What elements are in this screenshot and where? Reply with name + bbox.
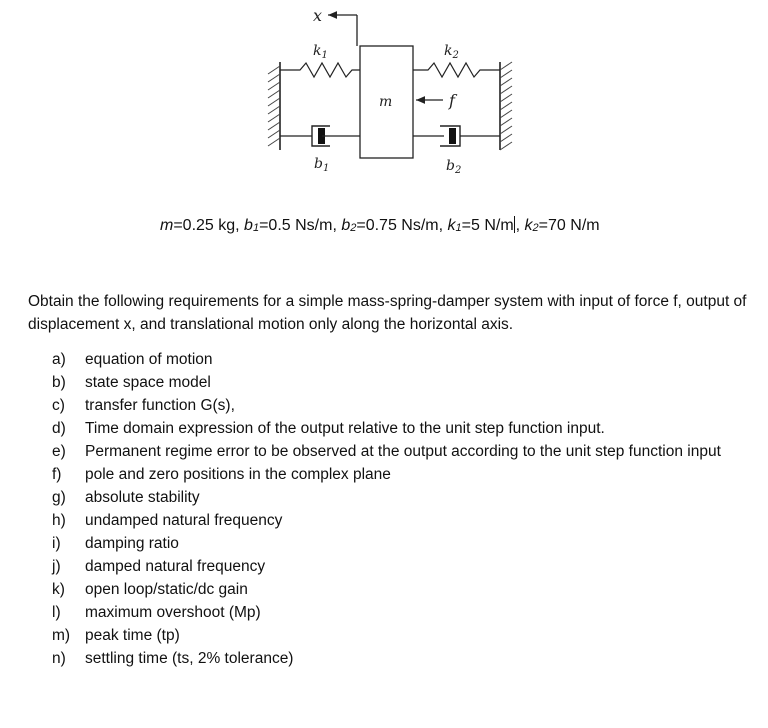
parameter-values bbox=[160, 216, 600, 235]
list-item bbox=[52, 417, 755, 440]
damper-left bbox=[280, 126, 360, 146]
list-item bbox=[52, 440, 755, 463]
list-item-text: open loop/static/dc gain bbox=[85, 581, 248, 598]
list-item-text: state space model bbox=[85, 374, 211, 391]
list-item-text: damped natural frequency bbox=[85, 558, 266, 575]
mass-spring-damper-diagram bbox=[0, 0, 768, 200]
spring-left bbox=[280, 63, 360, 77]
spring-right bbox=[413, 63, 500, 77]
output-label: x bbox=[313, 6, 323, 25]
list-item-text: Permanent regime error to be observed at the output according to the unit step function input bbox=[85, 443, 721, 460]
param-b1: b1=0.5 Ns/m, bbox=[244, 217, 342, 234]
list-item bbox=[52, 371, 755, 394]
list-marker: m) bbox=[52, 627, 71, 644]
list-item bbox=[52, 647, 755, 670]
damper-left-label: $b_1$ bbox=[314, 156, 330, 174]
list-marker: j) bbox=[52, 558, 61, 575]
list-item bbox=[52, 601, 755, 624]
list-item-text: undamped natural frequency bbox=[85, 512, 283, 529]
list-item-text: pole and zero positions in the complex plane bbox=[85, 466, 391, 483]
list-item bbox=[52, 486, 755, 509]
list-item bbox=[52, 348, 755, 371]
list-marker: k) bbox=[52, 581, 65, 598]
requirements-list bbox=[52, 348, 755, 670]
list-item-text: absolute stability bbox=[85, 489, 200, 506]
list-item bbox=[52, 624, 755, 647]
list-marker: n) bbox=[52, 650, 66, 667]
list-marker: e) bbox=[52, 443, 66, 460]
list-item bbox=[52, 509, 755, 532]
list-marker: l) bbox=[52, 604, 61, 621]
list-item-text: transfer function G(s), bbox=[85, 397, 235, 414]
list-marker: c) bbox=[52, 397, 65, 414]
param-mass: m=0.25 kg, bbox=[160, 217, 245, 234]
list-item-text: damping ratio bbox=[85, 535, 179, 552]
list-item-text: settling time (ts, 2% tolerance) bbox=[85, 650, 294, 667]
list-marker: a) bbox=[52, 351, 66, 368]
param-k1: k1=5 N/m bbox=[447, 217, 514, 234]
list-item-text: Time domain expression of the output relative to the unit step function input. bbox=[85, 420, 605, 437]
list-marker: b) bbox=[52, 374, 66, 391]
left-wall bbox=[268, 62, 280, 150]
list-marker: f) bbox=[52, 466, 62, 483]
list-item bbox=[52, 394, 755, 417]
list-marker: h) bbox=[52, 512, 66, 529]
list-marker: i) bbox=[52, 535, 61, 552]
mass-label: m bbox=[379, 94, 393, 110]
param-separator: , bbox=[515, 217, 525, 234]
output-displacement-arrow bbox=[328, 15, 357, 46]
text-cursor bbox=[514, 216, 515, 233]
list-item bbox=[52, 555, 755, 578]
spring-left-label: $k_1$ bbox=[313, 43, 328, 61]
problem-intro: Obtain the following requirements for a simple mass-spring-damper system with input of force f, output of displacement x, and translational motion only along the horizontal axis. bbox=[28, 293, 747, 333]
list-marker: d) bbox=[52, 420, 66, 437]
force-label: f bbox=[449, 91, 455, 110]
list-item-text: peak time (tp) bbox=[85, 627, 180, 644]
right-wall bbox=[500, 62, 512, 150]
list-marker: g) bbox=[52, 489, 66, 506]
damper-right bbox=[413, 126, 500, 146]
list-item-text: maximum overshoot (Mp) bbox=[85, 604, 261, 621]
list-item-text: equation of motion bbox=[85, 351, 213, 368]
list-item bbox=[52, 463, 755, 486]
list-item bbox=[52, 578, 755, 601]
damper-right-label: $b_2$ bbox=[446, 158, 462, 176]
param-k2: k2=70 N/m bbox=[524, 217, 600, 234]
spring-right-label: $k_2$ bbox=[444, 43, 459, 61]
param-b2: b2=0.75 Ns/m, bbox=[341, 217, 448, 234]
list-item bbox=[52, 532, 755, 555]
